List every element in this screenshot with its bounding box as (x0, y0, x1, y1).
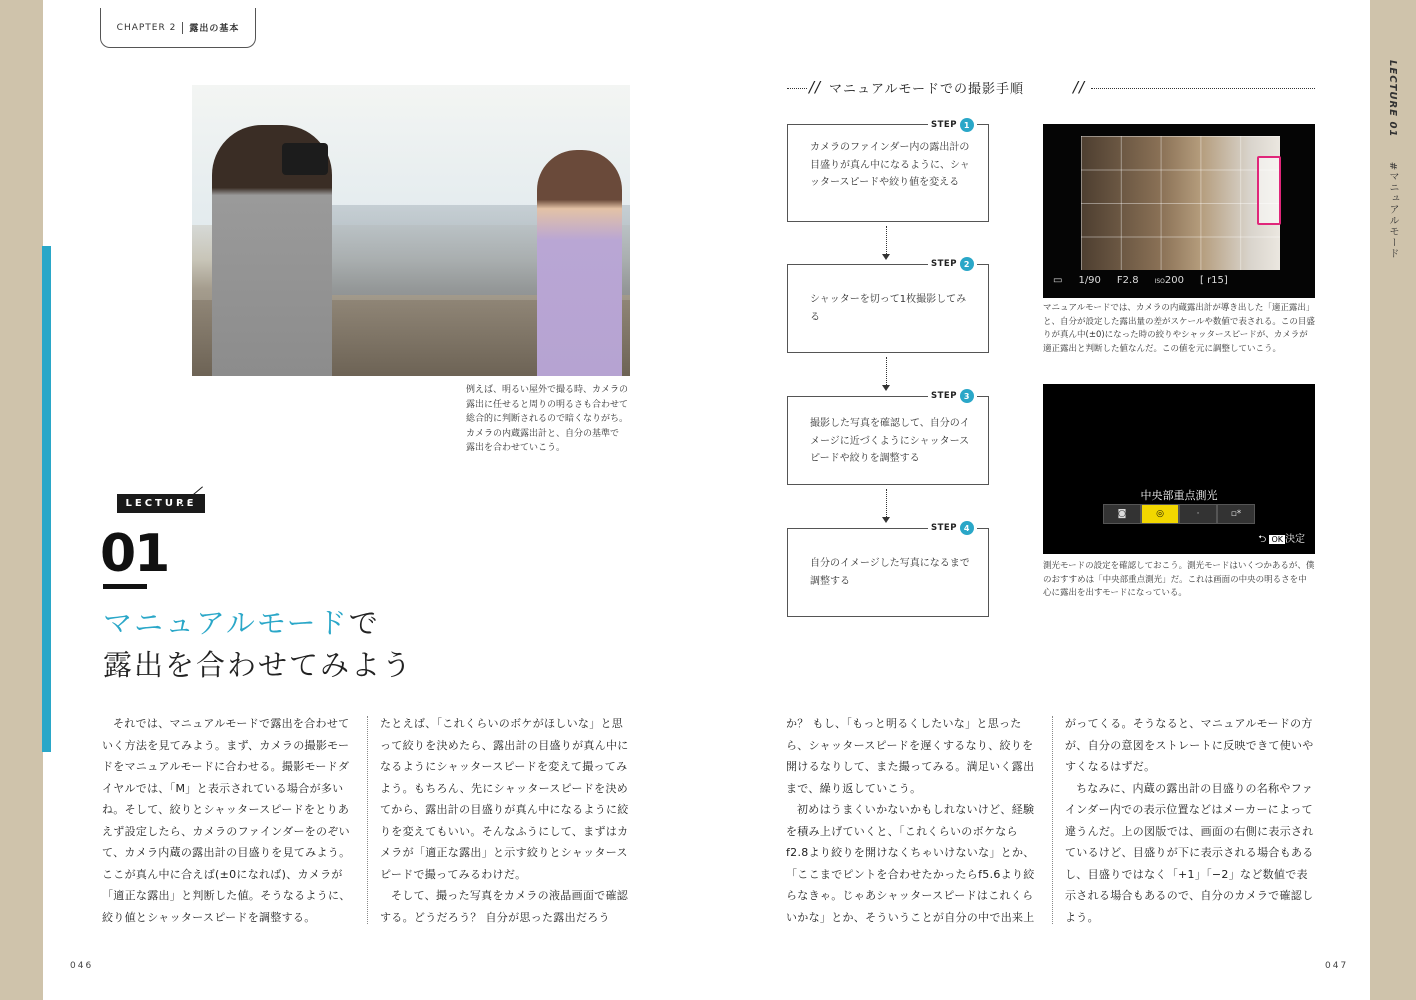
ok-badge: OK (1271, 535, 1283, 544)
body-paragraph: ちなみに、内蔵の露出計の目盛りの名称やファインダー内での表示位置などはメーカーによって違うんだ。上の図版では、画面の右側に表示されているけど、目盛りが下に表示される場合もあるし、目盛りではなく「+1」「−2」など数値で表示される場合もあるので、自分のカメラで確認しよう。 (1065, 781, 1314, 924)
step-arrow (886, 357, 887, 385)
column-divider (367, 716, 368, 924)
body-paragraph: がってくる。そうなると、マニュアルモードの方が、自分の意図をストレートに反映できて使いやすくなるはずだ。 (1065, 717, 1314, 773)
photo-caption-line: 例えば、明るい屋外で撮る時、カメラの (466, 385, 629, 395)
photo-camera (282, 143, 328, 175)
section-heading-slash-right: // (1073, 78, 1086, 96)
body-paragraph: たとえば、「これくらいのボケがほしいな」と思って絞りを決めたら、露出計の目盛りが真ん中になるようにシャッタースピードを変えて撮ってみよう。もちろん、先にシャッタースピードを決めてから、露出計の目盛りが真ん中になるように絞りを変えてもいい。そんなふうにして、まずはカメラが「適正な露出」と示す絞りとシャッタースピードで撮ってみるわけだ。 (380, 717, 629, 881)
shutter-readout: 1/90 (1078, 274, 1101, 286)
body-column-1 (102, 713, 354, 928)
photo-caption-line: カメラの内蔵露出計と、自分の基準で (466, 428, 620, 439)
lecture-title-highlight: マニュアルモード (103, 606, 349, 640)
photo-caption-line: 露出に任せると周りの明るさも合わせて (466, 399, 629, 410)
chapter-separator (182, 22, 183, 34)
step-box-4 (787, 528, 989, 617)
step-box-1 (787, 124, 989, 222)
photo-caption-line: 総合的に判断されるので暗くなりがち。 (466, 414, 629, 424)
body-column-3 (786, 713, 1038, 928)
step-label-4 (928, 521, 977, 535)
left-page-edge (0, 0, 43, 1000)
body-column-4 (1065, 713, 1317, 928)
section-heading-rule-right (1091, 88, 1315, 89)
metering-mode-label: 中央部重点測光 (1140, 489, 1218, 502)
iso-readout (1155, 275, 1184, 286)
step-number-badge: 4 (960, 521, 974, 535)
back-icon: ⮌ (1258, 534, 1267, 545)
metering-caption: 測光モードの設定を確認しておこう。測光モードはいくつかあるが、僕のおすすめは「中央部重点測光」だ。これは画面の中央の明るさを中心に露出を出すモードになっている。 (1043, 561, 1315, 598)
section-heading-rule-left (787, 88, 807, 89)
lecture-title-line2: 露出を合わせてみよう (103, 648, 414, 682)
step-box-3 (787, 396, 989, 485)
metering-menu-screenshot (1043, 384, 1315, 554)
step-label-text: STEP (931, 259, 957, 269)
photo-caption-line: 露出を合わせていこう。 (466, 443, 566, 453)
metering-mode-bar (1103, 504, 1255, 524)
accent-bar (42, 246, 51, 752)
step-number-badge: 3 (960, 389, 974, 403)
metering-confirm-label: 決定 (1285, 534, 1305, 545)
side-tab-lecture-label: LECTURE 01 (1387, 60, 1398, 138)
step-arrow-head (882, 517, 890, 523)
iso-value: 200 (1164, 274, 1184, 286)
metering-footer (1258, 530, 1305, 549)
step-arrow (886, 226, 887, 254)
viewfinder-screenshot (1043, 124, 1315, 298)
step-arrow-head (882, 254, 890, 260)
step-text: 撮影した写真を確認して、自分のイメージに近づくようにシャッタースピードや絞りを調整する (810, 418, 970, 464)
body-paragraph: か？ もし、「もっと明るくしたいな」と思ったら、シャッタースピードを遅くするなり、絞りを開けるなりして、また撮ってみる。満足いく露出まで、繰り返していこう。 (786, 717, 1035, 795)
lecture-badge: LECTURE (117, 494, 205, 513)
viewfinder-grid (1081, 136, 1280, 270)
center-weighted-icon: ◎ (1141, 504, 1179, 524)
step-number-badge: 1 (960, 118, 974, 132)
viewfinder-info-bar (1053, 272, 1305, 288)
exposure-scale (1257, 156, 1281, 225)
step-label-3 (928, 389, 977, 403)
iso-label: ISO (1154, 277, 1165, 285)
column-divider (1052, 716, 1053, 924)
step-label-text: STEP (931, 391, 957, 401)
body-column-2 (380, 713, 632, 928)
page-number-right: 047 (1325, 961, 1349, 971)
step-text: カメラのファインダー内の露出計の目盛りが真ん中になるように、シャッタースピードや絞り値を変える (810, 142, 970, 188)
aperture-readout: F2.8 (1116, 274, 1139, 286)
chapter-title: 露出の基本 (189, 24, 240, 34)
section-heading-slash-left: // (809, 78, 822, 96)
viewfinder-caption: マニュアルモードでは、カメラの内蔵露出計が導き出した「適正露出」と、自分が設定した露出量の差がスケールや数値で表される。この目盛りが真ん中(±0)になった時の絞りやシャッタースピードが、カメラが適正露出と判断した値なんだ。この値を元に調整していこう。 (1043, 303, 1315, 354)
chapter-tab (100, 8, 256, 48)
step-text: シャッターを切って1枚撮影してみる (810, 294, 967, 323)
photo-model (537, 150, 622, 376)
lead-photo (192, 85, 630, 376)
side-tab-lecture (1385, 60, 1400, 259)
matrix-metering-icon: ◙ (1103, 504, 1141, 524)
step-number-badge: 2 (960, 257, 974, 271)
highlight-metering-icon: ▫* (1217, 504, 1255, 524)
step-box-2 (787, 264, 989, 353)
body-paragraph: 初めはうまくいかないかもしれないけど、経験を積み上げていくと、「これくらいのボケならf2.8より絞りを開けなくちゃいけないな」とか、「ここまでピントを合わせたかったらf5.6より絞らなきゃ。じゃあシャッタースピードはこれくらいかな」とか、そういうことが自分の中で出来上 (786, 803, 1035, 924)
body-paragraph: それでは、マニュアルモードで露出を合わせていく方法を見てみよう。まず、カメラの撮影モードをマニュアルモードに合わせる。撮影モードダイヤルでは、「M」と表示されている場合が多いね。そして、絞りとシャッタースピードをとりあえず設定したら、カメラのファインダーをのぞいて、カメラ内蔵の露出計の目盛りを見てみよう。ここが真ん中に合えば(±0になれば)、カメラが「適正な露出」と判断した値。そうなるように、絞り値とシャッタースピードを調整する。 (102, 717, 351, 924)
side-tab-tag: #マニュアルモード (1387, 161, 1398, 260)
frames-remaining: [ r15] (1199, 274, 1228, 286)
step-label-2 (928, 257, 977, 271)
spot-metering-icon: · (1179, 504, 1217, 524)
section-heading (787, 78, 1315, 98)
step-label-text: STEP (931, 523, 957, 533)
step-arrow (886, 489, 887, 517)
step-label-1 (928, 118, 977, 132)
step-label-text: STEP (931, 120, 957, 130)
photo-caption (466, 383, 636, 456)
step-text: 自分のイメージした写真になるまで調整する (810, 558, 970, 587)
battery-icon: ▭ (1053, 274, 1063, 286)
lecture-number-underline (103, 584, 147, 589)
lecture-title-line1 (103, 604, 380, 642)
page-number-left: 046 (70, 961, 94, 971)
chapter-number: CHAPTER 2 (116, 22, 177, 33)
step-arrow-head (882, 385, 890, 391)
body-paragraph: そして、撮った写真をカメラの液晶画面で確認する。どうだろう？ 自分が思った露出だろう (380, 889, 629, 924)
lecture-title-rest: で (348, 606, 380, 640)
lecture-number: 01 (100, 524, 169, 584)
section-heading-title: マニュアルモードでの撮影手順 (829, 82, 1024, 97)
